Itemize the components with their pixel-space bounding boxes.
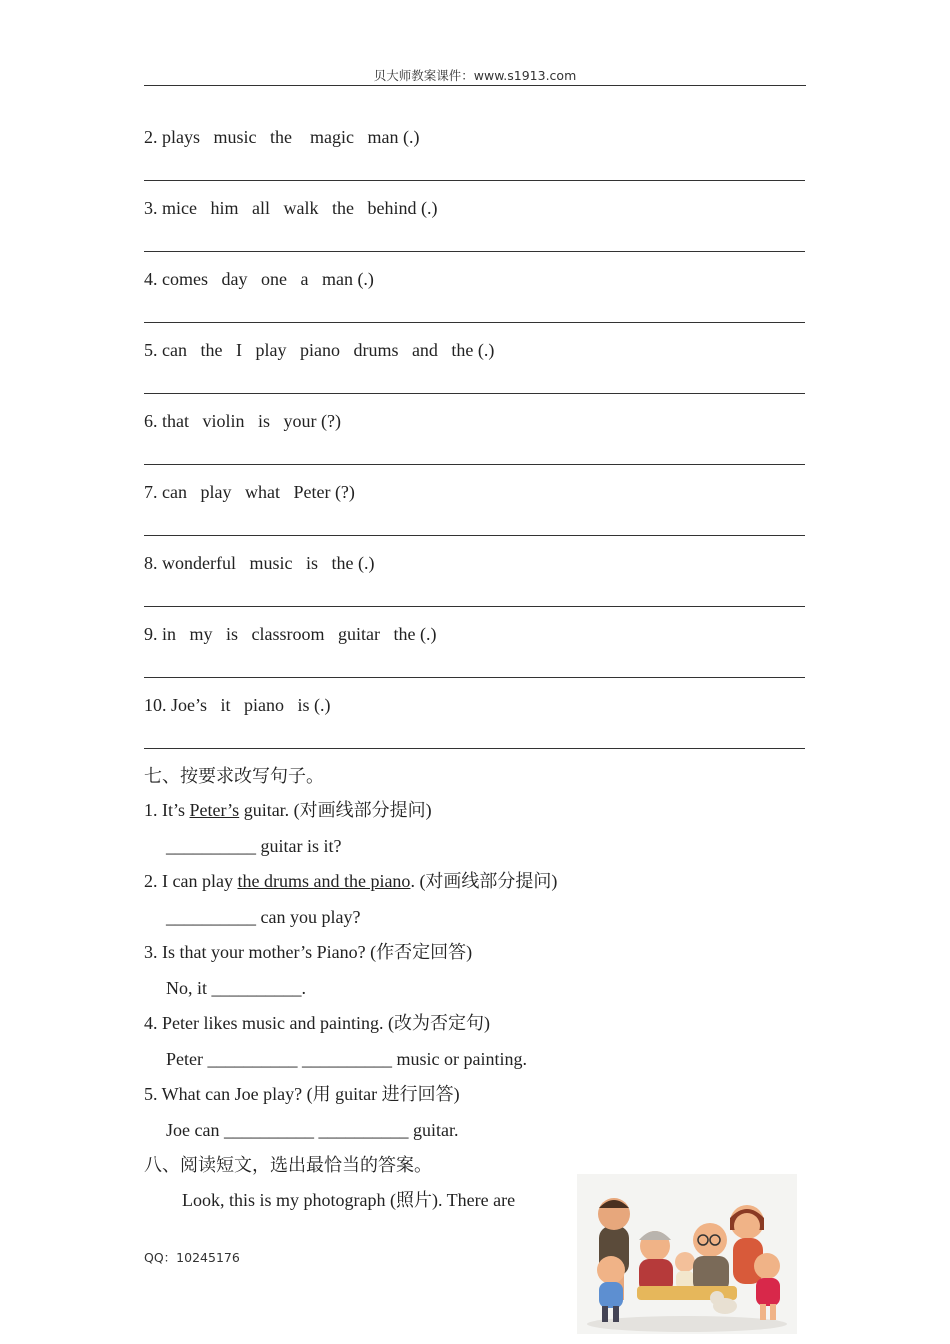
answer-line[interactable] bbox=[144, 393, 805, 394]
header-rule bbox=[144, 85, 806, 86]
section7-q4: 4. Peter likes music and painting. (改为否定句) bbox=[144, 1013, 490, 1033]
section7-q5: 5. What can Joe play? (用 guitar 进行回答) bbox=[144, 1084, 460, 1104]
section6-question: 4. comes day one a man (.) bbox=[144, 269, 374, 289]
page-footer: QQ：10245176 bbox=[144, 1250, 240, 1265]
answer-line[interactable] bbox=[144, 748, 805, 749]
answer-line[interactable] bbox=[144, 606, 805, 607]
answer-line[interactable] bbox=[144, 322, 805, 323]
figure-grandpa bbox=[693, 1223, 729, 1292]
answer-line[interactable] bbox=[144, 180, 805, 181]
underlined-phrase: the drums and the piano bbox=[237, 871, 411, 891]
section6-question: 6. that violin is your (?) bbox=[144, 411, 341, 431]
section7-heading: 七、按要求改写句子。 bbox=[144, 766, 324, 786]
section8-heading: 八、阅读短文，选出最恰当的答案。 bbox=[144, 1155, 432, 1175]
answer-line[interactable] bbox=[144, 535, 805, 536]
section7-q3-answer: No, it __________. bbox=[166, 978, 307, 998]
section8-passage: Look, this is my photograph (照片). There are bbox=[182, 1190, 516, 1210]
section6-question: 7. can play what Peter (?) bbox=[144, 482, 355, 502]
section6-question: 3. mice him all walk the behind (.) bbox=[144, 198, 438, 218]
section6-question: 5. can the I play piano drums and the (.) bbox=[144, 340, 495, 360]
answer-line[interactable] bbox=[144, 464, 805, 465]
section7-q1-answer: __________ guitar is it? bbox=[166, 836, 342, 856]
section6-question: 10. Joe’s it piano is (.) bbox=[144, 695, 331, 715]
section6-question: 2. plays music the magic man (.) bbox=[144, 127, 420, 147]
answer-line[interactable] bbox=[144, 677, 805, 678]
page-header: 贝大师教案课件：www.s1913.com bbox=[373, 68, 577, 83]
section7-q3: 3. Is that your mother’s Piano? (作否定回答) bbox=[144, 942, 473, 962]
answer-line[interactable] bbox=[144, 251, 805, 252]
family-photo bbox=[577, 1174, 797, 1334]
figure-grandma bbox=[639, 1231, 673, 1293]
section7-q4-answer: Peter __________ __________ music or painting. bbox=[166, 1049, 527, 1069]
section7-q2-answer: __________ can you play? bbox=[166, 907, 361, 927]
section7-q5-answer: Joe can __________ __________ guitar. bbox=[166, 1120, 459, 1140]
underlined-phrase: Peter’s bbox=[189, 800, 240, 820]
section6-question: 9. in my is classroom guitar the (.) bbox=[144, 624, 437, 644]
section7-q2: 2. I can play the drums and the piano. (对画线部分提问) bbox=[144, 871, 558, 891]
section6-question: 8. wonderful music is the (.) bbox=[144, 553, 375, 573]
section7-q1: 1. It’s Peter’s guitar. (对画线部分提问) bbox=[144, 800, 432, 820]
